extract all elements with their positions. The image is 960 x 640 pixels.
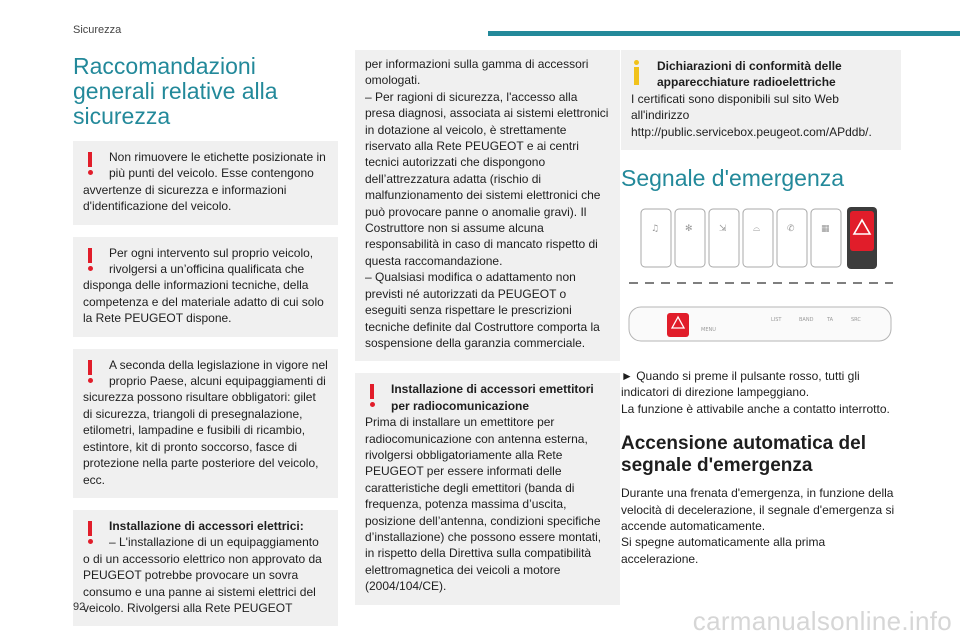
- warning-text-first: A seconda della legislazione in vigore nel proprio Paese, alcuni equipaggiamenti di: [109, 357, 328, 389]
- paragraph: Si spegne automaticamente alla prima accelerazione.: [621, 535, 826, 566]
- warning-text-rest: avvertenze di sicurezza e informazioni d'identificazione del veicolo.: [83, 182, 287, 214]
- switch-button: [743, 209, 773, 267]
- warning-text-first: – L'installazione di un equipaggiamento: [109, 535, 319, 550]
- paragraph: ► Quando si preme il pulsante rosso, tutti gli indicatori di direzione lampeggiano.: [621, 369, 860, 400]
- warning-text-rest: sicurezza possono risultare obbligatori: gilet di sicurezza, triangoli di presegnalazione, etilometri, lampadine e fusibili di ricambio, estintore, kit di pronto soccorso, fasce di protezione nella parte posteriore del veicolo, ecc.: [83, 390, 319, 487]
- warning-box: [73, 141, 338, 225]
- warning-box: [355, 373, 620, 604]
- switch-button: [777, 209, 807, 267]
- hazard-button-face: [850, 211, 874, 251]
- warning-icon: [87, 248, 93, 272]
- info-text: I certificati sono disponibili sul sito Web all'indirizzo http://public.servicebox.peugeot.com/APddb/.: [631, 91, 872, 139]
- running-header: Sicurezza: [73, 24, 122, 36]
- warning-icon: [87, 152, 93, 176]
- switch-button: [811, 209, 841, 267]
- page-number: 92: [73, 601, 86, 613]
- warning-text-first: Non rimuovere le etichette posizionate in più punti del veicolo. Esse contengono: [109, 150, 326, 181]
- panel-label-list: LIST: [771, 317, 782, 324]
- warning-icon: [87, 521, 93, 545]
- paragraph: La funzione è attivabile anche a contatto interrotto.: [621, 401, 890, 416]
- continued-text: per informazioni sulla gamma di accessori omologati.: [365, 57, 589, 88]
- warning-text-rest: disponga delle informazioni tecniche, della competenza e del materiale adatto di cui solo la Rete PEUGEOT dispone.: [83, 278, 324, 326]
- continued-text: – Qualsiasi modifica o adattamento non previsti né autorizzati da PEUGEOT o eseguiti senza rispettare le prescrizioni tecniche definite dal Costruttore comporta la sospensione della garanzia commerciale.: [365, 270, 600, 350]
- warning-box: [73, 237, 338, 337]
- phone-icon: ✆: [787, 224, 795, 235]
- warning-box-continued: [355, 50, 620, 361]
- column-2: [355, 50, 620, 617]
- body-text: [621, 368, 901, 417]
- fan-icon: ✻: [685, 224, 693, 235]
- switch-button: [675, 209, 705, 267]
- panel-label-menu: MENU: [701, 327, 716, 334]
- column-3: [621, 50, 901, 567]
- section-title: Segnale d'emergenza: [621, 165, 845, 192]
- hazard-switch-drawing: [621, 203, 901, 353]
- hazard-switch-illustration: [621, 203, 901, 358]
- warning-box: [73, 510, 338, 626]
- info-icon: [633, 60, 641, 86]
- section-title: Raccomandazioni generali relative alla sicurezza: [73, 53, 278, 129]
- info-heading: Dichiarazioni di conformità delle apparecchiature radioelettriche: [657, 59, 842, 90]
- warning-text-rest: Prima di installare un emettitore per radiocomunicazione con antenna esterna, rivolgersi obbligatoriamente alla Rete PEUGEOT per essere informati delle caratteristiche degli emettitori (banda di frequenza, potenza massima d’uscita, posizione dell’antenna, condizioni specifiche d’installazione) che possono essere montati, in rispetto della Direttiva sulla compatibilità elettromagnetica dei veicoli a motore (2004/104/CE).: [365, 415, 602, 594]
- airflow-icon: ⇲: [719, 224, 727, 235]
- warning-text-rest: o di un accessorio elettrico non approvato da PEUGEOT potrebbe provocare un sovra consumo e una panne ai sistemi elettrici del veicolo. Rivolgersi alla Rete PEUGEOT: [83, 551, 322, 615]
- continued-text: – Per ragioni di sicurezza, l'accesso alla presa diagnosi, associata ai sistemi elettronici in dotazione al veicolo, è strettamente riservato alla Rete PEUGEOT e ai centri tecnici autorizzati che dispongono dell’attrezzatura adatta (rischio di malfunzionamento dei sistemi elettronici che può provocare panne o anomalie gravi). Il Costruttore non si assume alcuna responsabilità in caso di mancato rispetto di questa raccomandazione.: [365, 89, 609, 268]
- watermark: carmanualsonline.info: [692, 606, 952, 636]
- warning-heading: Installazione di accessori emettitori per radiocomunicazione: [391, 382, 594, 413]
- column-1: [73, 50, 338, 638]
- info-box: [621, 50, 901, 150]
- car-icon: ⌓: [753, 224, 761, 235]
- music-icon: ♫: [651, 224, 660, 235]
- paragraph: Durante una frenata d'emergenza, in funzione della velocità di decelerazione, il segnale d'emergenza si accende automaticamente.: [621, 486, 895, 534]
- warning-heading: Installazione di accessori elettrici:: [109, 518, 304, 533]
- body-text: [621, 485, 901, 567]
- warning-icon: [369, 384, 375, 408]
- header-accent-bar: [488, 31, 960, 36]
- switch-button: [641, 209, 671, 267]
- warning-text-first: Per ogni intervento sul proprio veicolo, rivolgersi a un’officina qualificata che: [109, 245, 314, 277]
- panel-label-ta: TA: [827, 317, 834, 324]
- warning-icon: [87, 360, 93, 384]
- warning-box: [73, 349, 338, 498]
- subsection-title: Accensione automatica del segnale d'emergenza: [621, 433, 866, 477]
- switch-button: [709, 209, 739, 267]
- apps-icon: ▦: [821, 224, 830, 235]
- panel-label-band: BAND: [799, 317, 814, 324]
- panel-label-src: SRC: [851, 317, 861, 324]
